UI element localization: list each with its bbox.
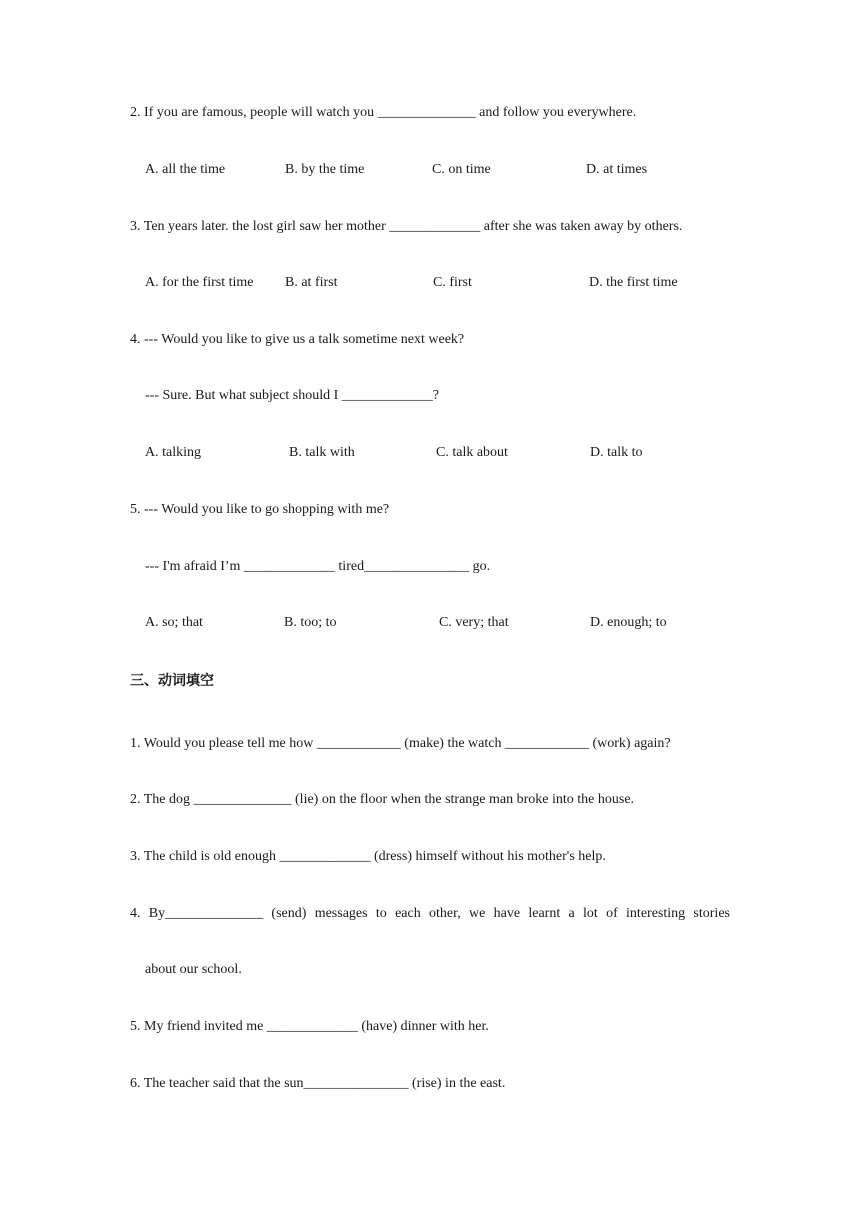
question-4-stem: 4. --- Would you like to give us a talk sometime next week? (130, 332, 465, 347)
question-5-stem: 5. --- Would you like to go shopping with me? (130, 502, 390, 517)
q4-option-a: A. talking (145, 445, 201, 460)
q2-option-b: B. by the time (285, 162, 365, 177)
q5-option-c: C. very; that (439, 615, 509, 630)
q5-option-d: D. enough; to (590, 615, 667, 630)
question-3-stem: 3. Ten years later. the lost girl saw her mother _____________ after she was taken away by others. (130, 219, 683, 234)
fill-item-5: 5. My friend invited me _____________ (have) dinner with her. (130, 1019, 489, 1034)
q2-option-c: C. on time (432, 162, 491, 177)
q3-option-c: C. first (433, 275, 472, 290)
q5-option-a: A. so; that (145, 615, 203, 630)
q4-option-d: D. talk to (590, 445, 643, 460)
question-4-reply: --- Sure. But what subject should I _____________? (145, 388, 439, 403)
q3-option-a: A. for the first time (145, 275, 254, 290)
q2-option-d: D. at times (586, 162, 648, 177)
fill-item-4-continued: about our school. (145, 962, 242, 977)
fill-item-3: 3. The child is old enough _____________ (dress) himself without his mother's help. (130, 849, 606, 864)
question-2-stem: 2. If you are famous, people will watch you ______________ and follow you everywhere. (130, 105, 637, 120)
fill-item-1: 1. Would you please tell me how ____________ (make) the watch ____________ (work) again? (130, 736, 671, 751)
q4-option-c: C. talk about (436, 445, 508, 460)
fill-item-2: 2. The dog ______________ (lie) on the floor when the strange man broke into the house. (130, 792, 635, 807)
section-3-heading: 三、动词填空 (130, 673, 214, 689)
q5-option-b: B. too; to (284, 615, 337, 630)
q4-option-b: B. talk with (289, 445, 355, 460)
q3-option-d: D. the first time (589, 275, 678, 290)
fill-item-4: 4. By______________ (send) messages to each other, we have learnt a lot of interesting stories (130, 906, 730, 921)
q3-option-b: B. at first (285, 275, 338, 290)
fill-item-6: 6. The teacher said that the sun_______________ (rise) in the east. (130, 1076, 506, 1091)
q2-option-a: A. all the time (145, 162, 226, 177)
question-5-reply: --- I'm afraid I’m _____________ tired_______________ go. (145, 559, 491, 574)
